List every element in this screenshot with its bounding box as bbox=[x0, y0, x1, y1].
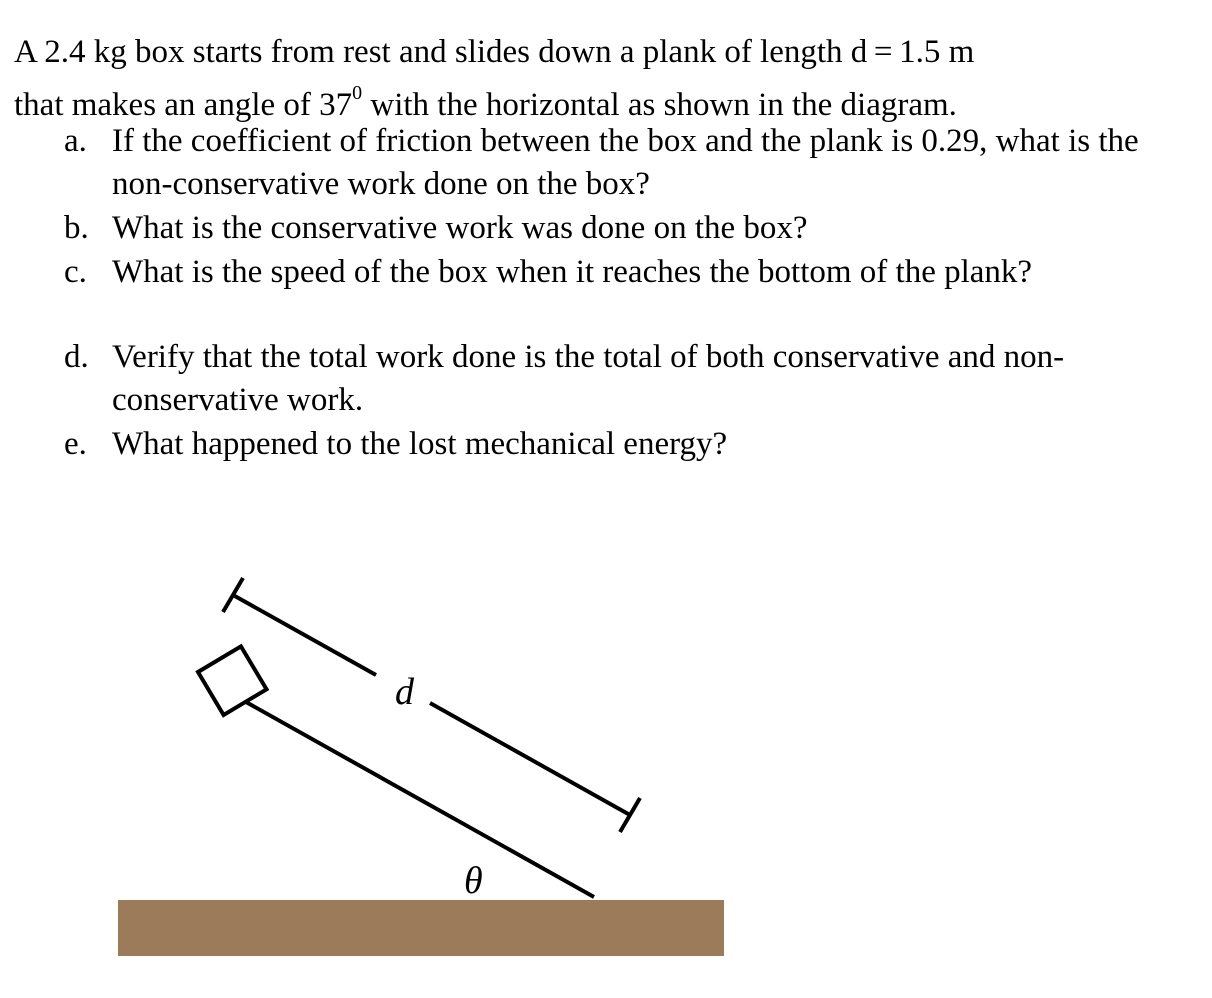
question-d-marker: d. bbox=[64, 339, 89, 375]
problem-line-2-text: that makes an angle of 37 bbox=[14, 87, 353, 123]
length-label-d: d bbox=[395, 671, 414, 713]
dimension-line-upper bbox=[233, 595, 376, 675]
question-d-text: Verify that the total work done is the total of both conservative and non-conservative work. bbox=[112, 339, 1065, 418]
degree-superscript: 0 bbox=[352, 82, 363, 104]
dimension-tick-bottom bbox=[620, 798, 640, 832]
dimension-tick-top bbox=[223, 578, 243, 612]
angle-label-theta: θ bbox=[464, 860, 483, 902]
question-a-marker: a. bbox=[64, 123, 87, 159]
question-b-text: What is the conservative work was done on the box? bbox=[112, 210, 808, 246]
box bbox=[198, 646, 267, 715]
plank bbox=[246, 702, 594, 897]
problem-line-2-rest: with the horizontal as shown in the diagram. bbox=[362, 87, 957, 123]
question-e-text: What happened to the lost mechanical energy? bbox=[112, 426, 728, 462]
ground bbox=[118, 900, 724, 956]
dimension-line-lower bbox=[430, 703, 630, 815]
question-e-marker: e. bbox=[64, 426, 87, 462]
problem-line-1-text: A 2.4 kg box starts from rest and slides down a plank of length d = 1.5 m bbox=[14, 34, 975, 70]
question-b-marker: b. bbox=[64, 210, 89, 246]
question-c-text: What is the speed of the box when it reaches the bottom of the plank? bbox=[112, 254, 1033, 290]
question-a-text: If the coefficient of friction between the box and the plank is 0.29, what is the non-conservative work done on the box? bbox=[112, 123, 1139, 202]
question-c-marker: c. bbox=[64, 254, 87, 290]
